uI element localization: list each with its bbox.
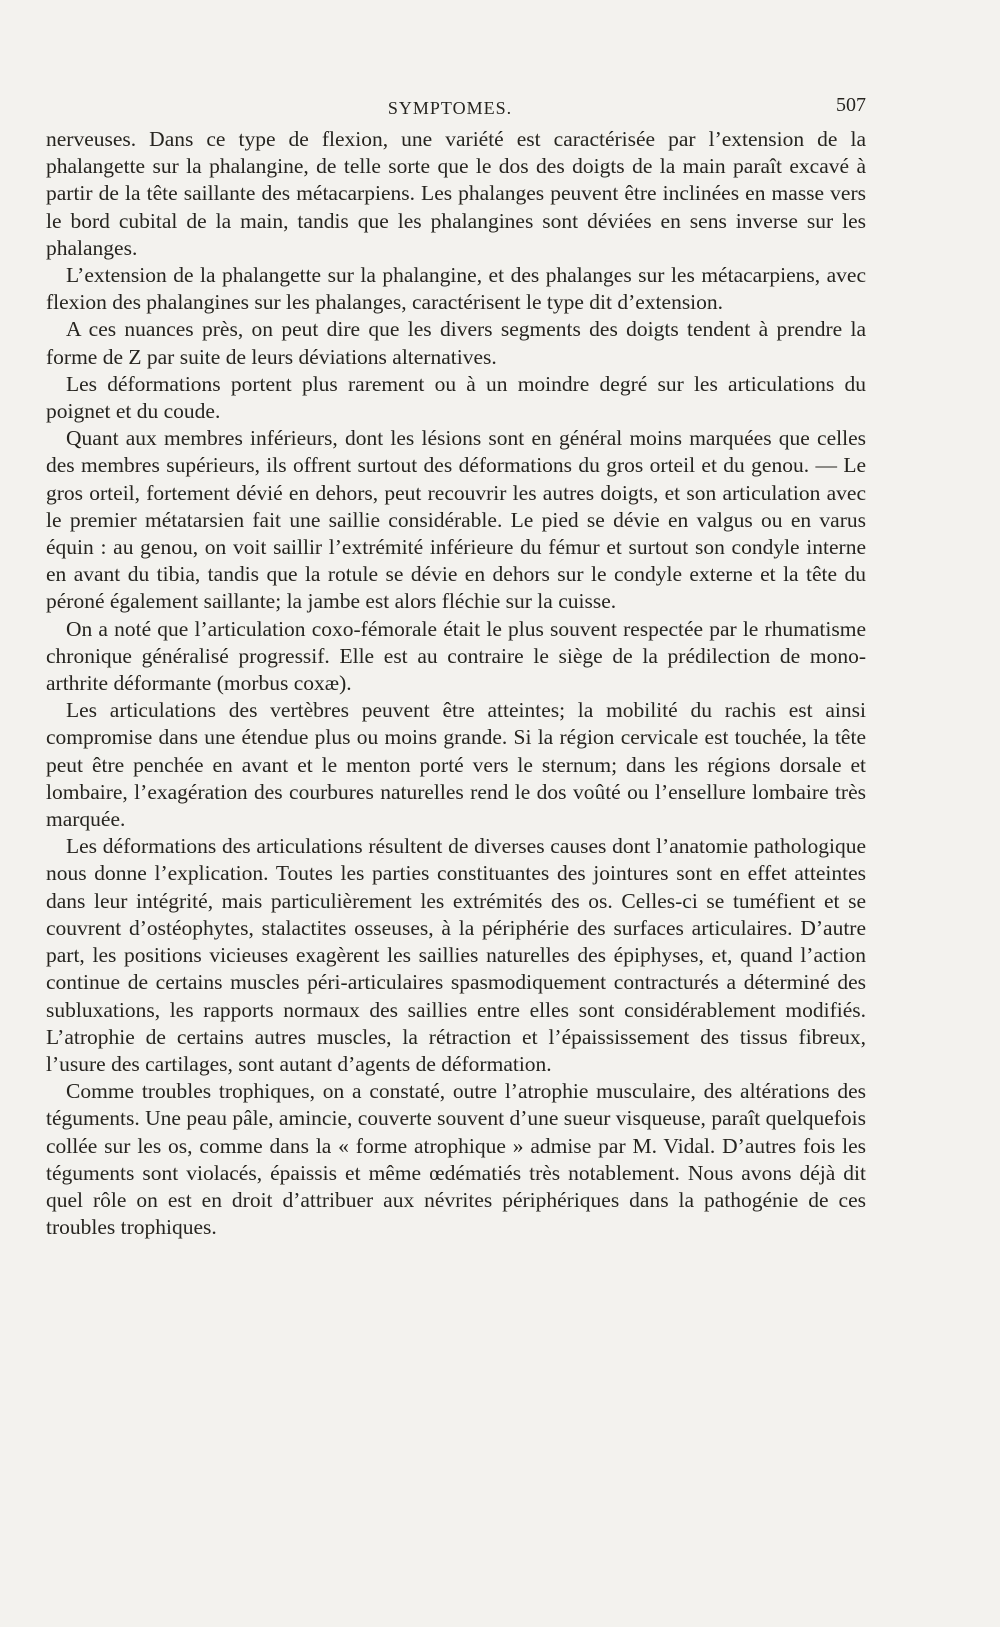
page-header [40,92,866,122]
paragraph: nerveuses. Dans ce type de flexion, une variété est caractérisée par l’extension de la phalangette sur la phalangine, de telle sorte que le dos des doigts de la main paraît excavé à partir de la tête saillante des métacarpiens. Les phalanges peuvent être inclinées en masse vers le bord cubital de la main, tandis que les phalangines sont déviées en sens inverse sur les phalanges. [46,127,866,260]
paragraph: Les déformations des articulations résultent de diverses causes dont l’anatomie pathologique nous donne l’explication. Toutes les parties constituantes des jointures sont en effet atteintes dans leur intégrité, mais particulièrement les extrémités des os. Celles-ci se tuméfient et se couvrent d’ostéophytes, stalactites osseuses, à la périphérie des surfaces articulaires. D’autre part, les positions vicieuses exagèrent les saillies naturelles des épiphyses, et, quand l’action continue de certains muscles péri-articulaires spasmodiquement contracturés a déterminé des subluxations, les rapports normaux des saillies entre elles sont considérablement modifiés. L’atrophie de certains autres muscles, la rétraction et l’épaississement des tissus fibreux, l’usure des cartilages, sont autant d’agents de déformation. [46,834,866,1076]
paragraph: Les déformations portent plus rarement ou à un moindre degré sur les articulations du poignet et du coude. [46,371,866,424]
page-number: 507 [836,94,866,116]
paragraph: Les articulations des vertèbres peuvent être atteintes; la mobilité du rachis est ainsi compromise dans une étendue plus ou moins grande. Si la région cervicale est touchée, la tête peut être penchée en avant et le menton porté vers le sternum; dans les régions dorsale et lombaire, l’exagération des courbures naturelles rend le dos voûté ou l’ensellure lombaire très marquée. [46,698,866,832]
paragraph: Comme troubles trophiques, on a constaté, outre l’atrophie musculaire, des altérations des téguments. Une peau pâle, amincie, couverte souvent d’une sueur visqueuse, paraît quelquefois collée sur les os, comme dans la « forme atrophique » admise par M. Vidal. D’autres fois les téguments sont violacés, épaissis et même œdématiés très notablement. Nous avons déjà dit quel rôle on est en droit d’attribuer aux névrites périphériques dans la pathogénie de ces troubles trophiques. [46,1079,866,1240]
paragraph: Quant aux membres inférieurs, dont les lésions sont en général moins marquées que celles des membres supérieurs, ils offrent surtout des déformations du gros orteil et du genou. — Le gros orteil, fortement dévié en dehors, peut recouvrir les autres doigts, et son articulation avec le premier métatarsien fait une saillie considérable. Le pied se dévie en valgus ou en varus équin : au genou, on voit saillir l’extrémité inférieure du fémur et surtout son condyle interne en avant du tibia, tandis que la rotule se dévie en dehors sur le condyle externe et la tête du péroné également saillante; la jambe est alors fléchie sur la cuisse. [46,426,866,614]
paragraph: On a noté que l’articulation coxo-fémorale était le plus souvent respectée par le rhumatisme chronique généralisé progressif. Elle est au contraire le siège de la prédilection de mono-arthrite déformante (morbus coxæ). [46,616,866,696]
paragraph: A ces nuances près, on peut dire que les divers segments des doigts tendent à prendre la forme de Z par suite de leurs déviations alternatives. [46,317,866,369]
paragraph: L’extension de la phalangette sur la phalangine, et des phalanges sur les métacarpiens, avec flexion des phalangines sur les phalanges, caractérisent le type dit d’extension. [46,263,866,315]
running-head: SYMPTOMES. [387,98,513,118]
body-text [46,126,866,1241]
